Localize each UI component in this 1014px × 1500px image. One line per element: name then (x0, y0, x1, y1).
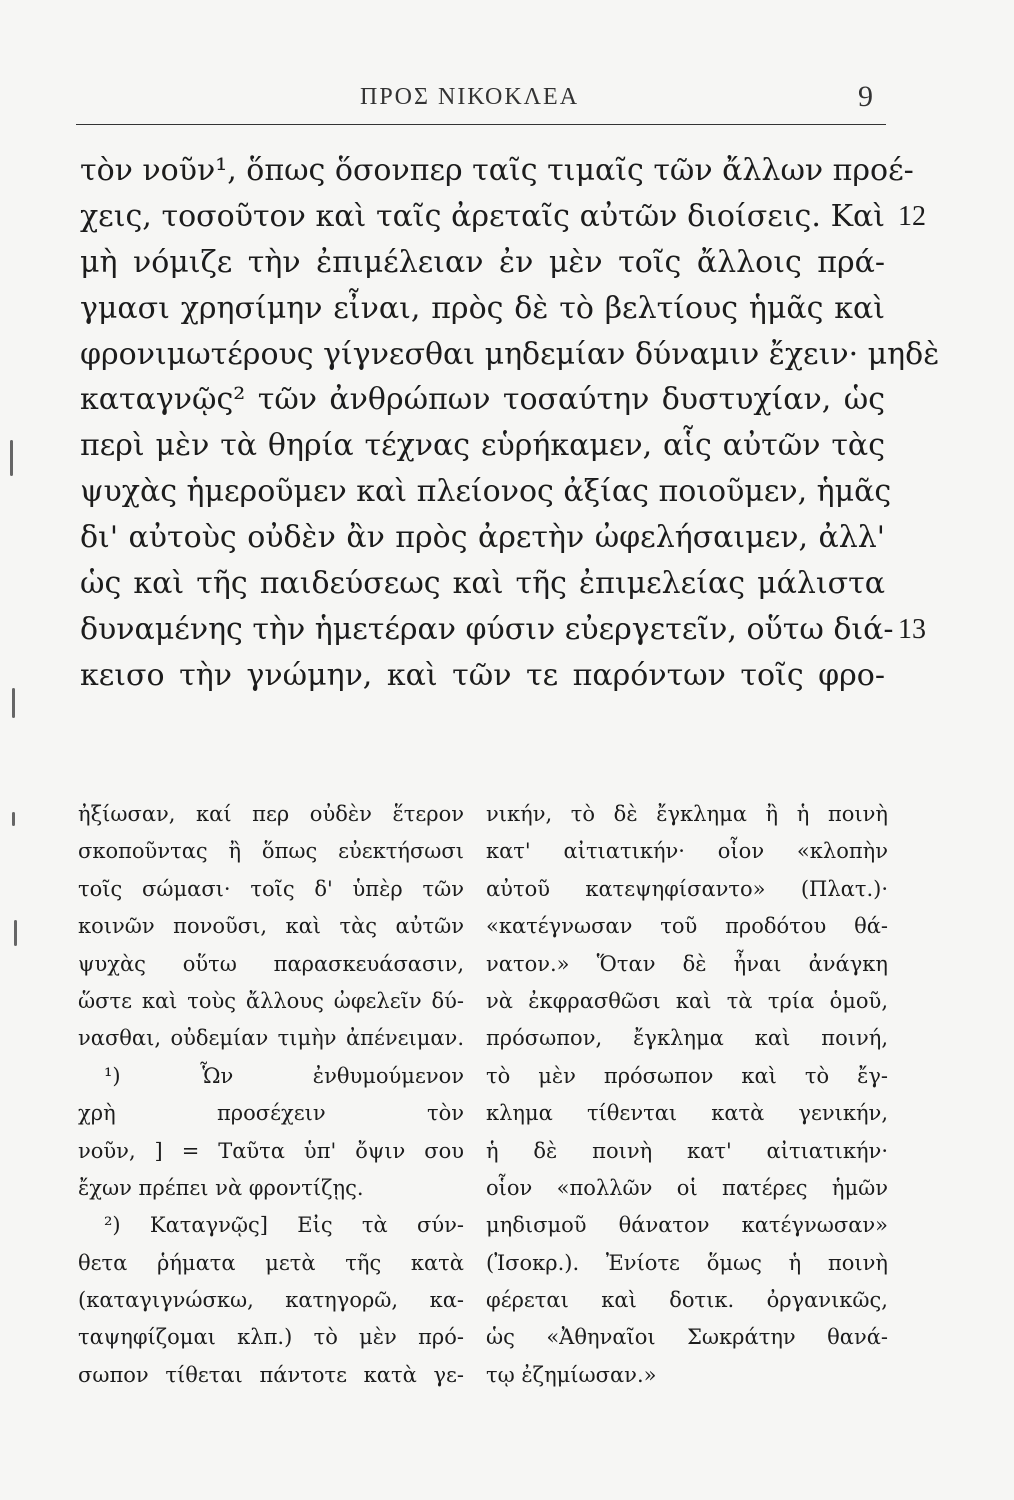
footnote-line: ψυχὰς οὕτω παρασκευάσασιν, (78, 951, 464, 976)
text-line-content: περὶ μὲν τὰ θηρία τέχνας εὑρήκαμεν, αἷς αὐτῶν τὰς (80, 428, 885, 464)
footnote-line: ²) Καταγνῷς] Εἰς τὰ σύν- (104, 1213, 464, 1238)
footnote-line: ἡ δὲ ποινὴ κατ' αἰτιατικήν· (486, 1138, 888, 1163)
footnote-line: τὸ μὲν πρόσωπον καὶ τὸ ἔγ- (486, 1063, 888, 1088)
footnote-line: (Ἰσοκρ.). Ἐνίοτε ὅμως ἡ ποινὴ (486, 1250, 888, 1275)
text-line-content: καταγνῷς² τῶν ἀνθρώπων τοσαύτην δυστυχίαν, ὡς (80, 382, 885, 418)
footnote-line: (καταγιγνώσκω, κατηγορῶ, κα- (78, 1288, 464, 1313)
footnote-line: αὐτοῦ κατεψηφίσαντο» (Πλατ.)· (486, 876, 888, 901)
footnote-column-left (78, 796, 464, 1394)
text-line (80, 469, 892, 515)
footnote-line: μηδισμοῦ θάνατον κατέγνωσαν» (486, 1213, 888, 1238)
text-line-content: χεις, τοσοῦτον καὶ ταῖς ἀρεταῖς αὐτῶν διοίσεις. Καὶ (80, 198, 885, 234)
footnote-line: «κατέγνωσαν τοῦ προδότου θά- (486, 914, 888, 939)
footnote-line: τοῖς σώμασι· τοῖς δ' ὑπὲρ τῶν (78, 876, 464, 901)
footnote-line: νασθαι, οὐδεμίαν τιμὴν ἀπένειμαν. (78, 1026, 464, 1051)
section-number: 12 (898, 200, 926, 232)
text-line (80, 332, 940, 378)
footnote-column-right (486, 796, 888, 1394)
footnote-line: τῳ ἐζημίωσαν.» (486, 1362, 657, 1387)
text-line (80, 653, 885, 699)
text-line (80, 286, 885, 332)
text-line (80, 561, 885, 607)
text-line (80, 423, 885, 469)
text-line-content: μὴ νόμιζε τὴν ἐπιμέλειαν ἐν μὲν τοῖς ἄλλοις πρά- (80, 244, 885, 280)
text-line (80, 194, 926, 240)
text-line-content: γμασι χρησίμην εἶναι, πρὸς δὲ τὸ βελτίους ἡμᾶς καὶ (80, 290, 885, 326)
text-line (80, 377, 885, 423)
footnote-line: ὡς «Ἀθηναῖοι Σωκράτην θανά- (486, 1325, 888, 1350)
text-line (80, 515, 885, 561)
scan-edge-mark (12, 688, 15, 718)
running-title: ΠΡΟΣ ΝΙΚΟΚΛΕΑ (360, 84, 580, 110)
footnote-line: πρόσωπον, ἔγκλημα καὶ ποινή, (486, 1026, 888, 1051)
scan-edge-mark (12, 812, 15, 826)
footnote-line: κατ' αἰτιατικήν· οἷον «κλοπὴν (486, 839, 888, 864)
text-line-content: δι' αὐτοὺς οὐδὲν ἂν πρὸς ἀρετὴν ὠφελήσαιμεν, ἀλλ' (80, 520, 885, 556)
scan-edge-mark (10, 440, 13, 476)
text-line-content: τὸν νοῦν¹, ὅπως ὅσονπερ ταῖς τιμαῖς τῶν ἄλλων προέ- (80, 153, 914, 188)
footnote-line: ὥστε καὶ τοὺς ἄλλους ὠφελεῖν δύ- (78, 988, 464, 1013)
footnote-line: νικήν, τὸ δὲ ἔγκλημα ἢ ἡ ποινὴ (486, 802, 888, 826)
footnote-line: νὰ ἐκφρασθῶσι καὶ τὰ τρία ὁμοῦ, (486, 988, 888, 1013)
footnote-line: κλημα τίθενται κατὰ γενικήν, (486, 1101, 888, 1126)
footnote-line: θετα ῥήματα μετὰ τῆς κατὰ (78, 1250, 464, 1275)
text-line (80, 607, 926, 653)
text-line-content: κεισο τὴν γνώμην, καὶ τῶν τε παρόντων τοῖς φρο- (80, 657, 885, 693)
section-number: 13 (898, 613, 926, 645)
text-line (80, 240, 885, 286)
footnote-line: σωπον τίθεται πάντοτε κατὰ γε- (78, 1362, 464, 1387)
footnote-line: κοινῶν πονοῦσι, καὶ τὰς αὐτῶν (78, 914, 464, 939)
text-line (80, 148, 914, 194)
footnote-line: ἔχων πρέπει νὰ φροντίζῃς. (78, 1175, 364, 1200)
text-line-content: φρονιμωτέρους γίγνεσθαι μηδεμίαν δύναμιν ἔχειν· μηδὲ (80, 336, 940, 372)
footnote-line: ἠξίωσαν, καί περ οὐδὲν ἕτερον (78, 802, 464, 826)
footnote-line: οἷον «πολλῶν οἱ πατέρες ἡμῶν (486, 1175, 888, 1200)
footnote-line: ταψηφίζομαι κλπ.) τὸ μὲν πρό- (78, 1325, 464, 1350)
footnote-line: νοῦν, ] = Ταῦτα ὑπ' ὄψιν σου (78, 1138, 464, 1163)
text-line-content: δυναμένης τὴν ἡμετέραν φύσιν εὐεργετεῖν, οὕτω διά- (80, 611, 894, 647)
running-head (0, 80, 1014, 124)
footnote-line: φέρεται καὶ δοτικ. ὀργανικῶς, (486, 1288, 888, 1313)
scan-edge-mark (14, 920, 17, 946)
text-line-content: ὡς καὶ τῆς παιδεύσεως καὶ τῆς ἐπιμελείας μάλιστα (80, 566, 885, 602)
footnote-line: σκοποῦντας ἢ ὅπως εὐεκτήσωσι (78, 839, 464, 864)
header-rule (76, 124, 886, 125)
footnote-line: ¹) Ὧν ἐνθυμούμενον (104, 1063, 464, 1088)
footnote-line: χρὴ προσέχειν τὸν (78, 1101, 464, 1126)
main-text-block (80, 148, 940, 699)
footnotes (78, 796, 892, 1476)
page-number: 9 (858, 80, 873, 113)
footnote-line: νατον.» Ὅταν δὲ ἦναι ἀνάγκη (486, 951, 888, 976)
text-line-content: ψυχὰς ἡμεροῦμεν καὶ πλείονος ἀξίας ποιοῦμεν, ἡμᾶς (80, 474, 892, 510)
